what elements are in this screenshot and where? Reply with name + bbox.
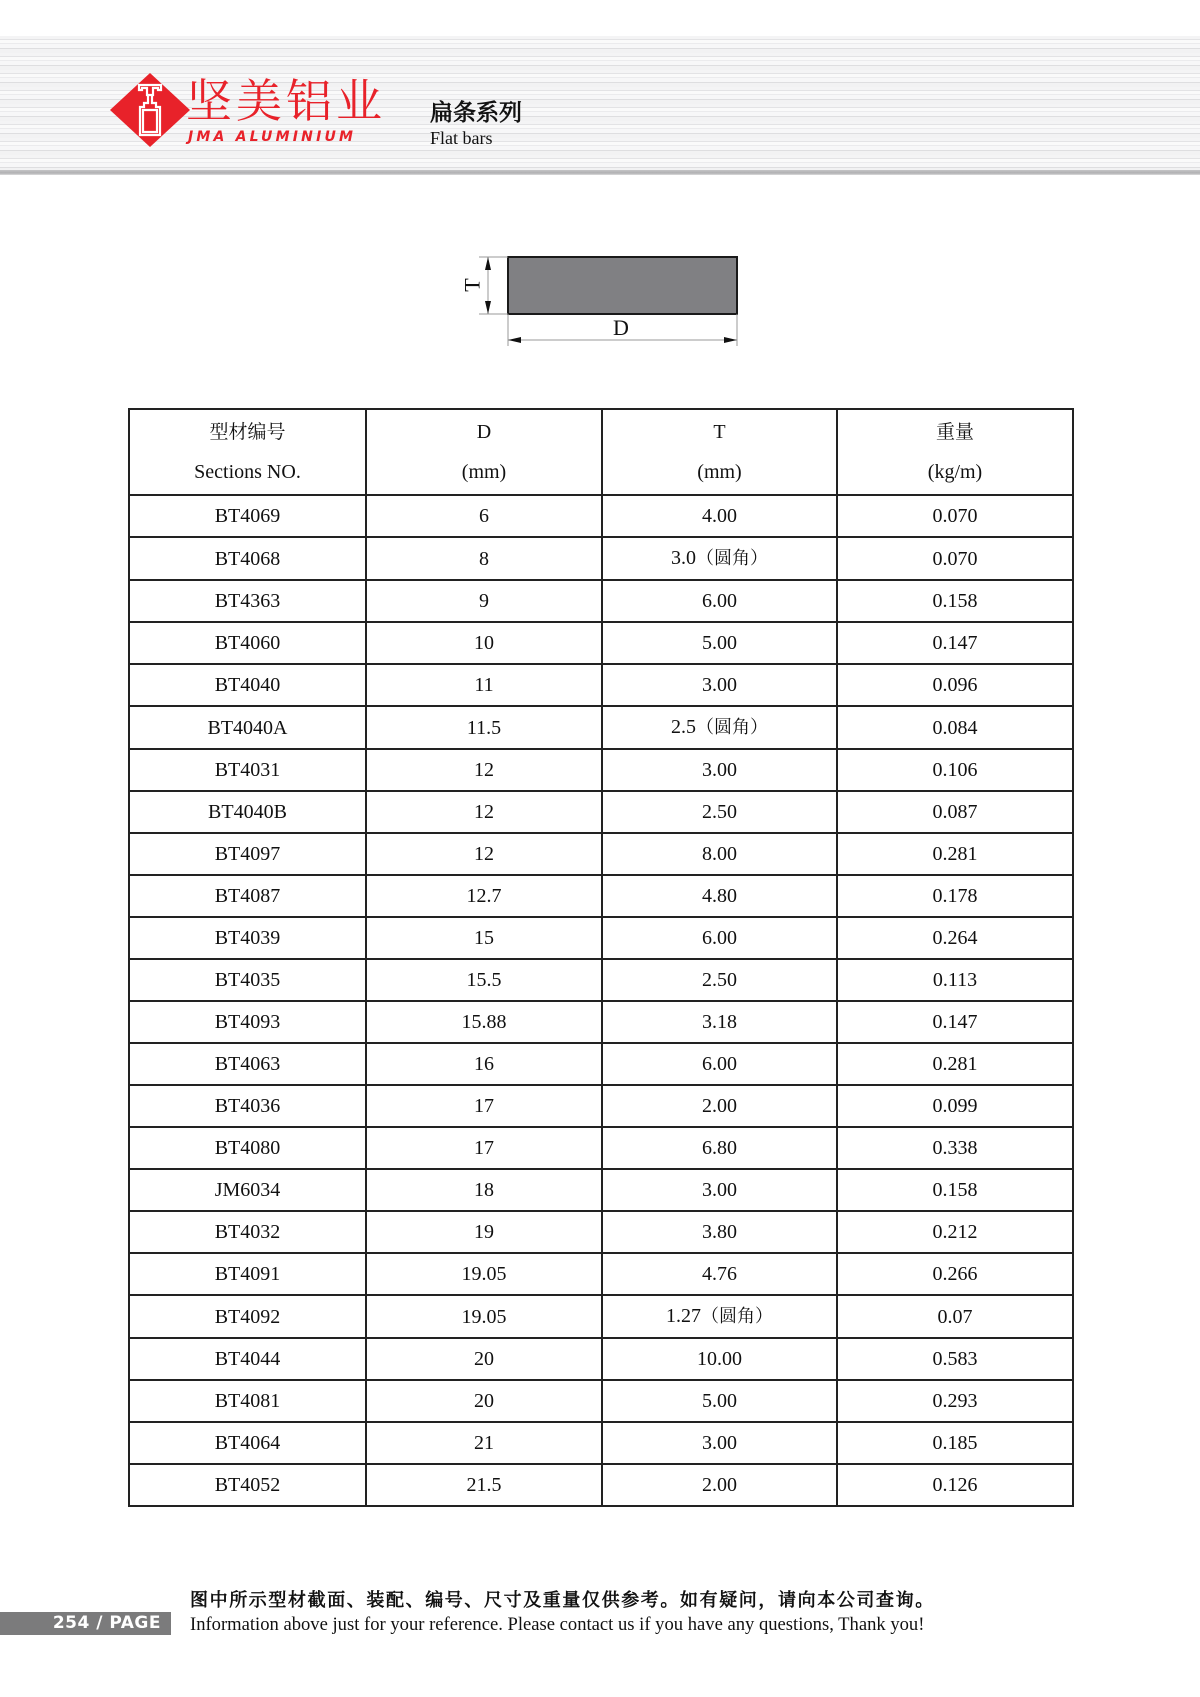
section-cell: BT4031 (129, 749, 366, 791)
section-cell: BT4052 (129, 1464, 366, 1506)
weight-cell: 0.158 (837, 580, 1073, 622)
t-cell: 1.27（圆角） (602, 1295, 837, 1338)
weight-cell: 0.106 (837, 749, 1073, 791)
section-cell: JM6034 (129, 1169, 366, 1211)
d-cell: 16 (366, 1043, 602, 1085)
table-header-row (129, 409, 1073, 495)
d-cell: 18 (366, 1169, 602, 1211)
weight-cell: 0.158 (837, 1169, 1073, 1211)
section-cell: BT4087 (129, 875, 366, 917)
weight-cell: 0.113 (837, 959, 1073, 1001)
table-row (129, 1001, 1073, 1043)
table-row (129, 1422, 1073, 1464)
weight-cell: 0.185 (837, 1422, 1073, 1464)
weight-cell: 0.147 (837, 1001, 1073, 1043)
t-cell: 3.00 (602, 1422, 837, 1464)
table-row (129, 1043, 1073, 1085)
d-cell: 8 (366, 537, 602, 580)
t-cell: 6.80 (602, 1127, 837, 1169)
section-cell: BT4097 (129, 833, 366, 875)
t-cell: 3.0（圆角） (602, 537, 837, 580)
t-cell: 3.00 (602, 1169, 837, 1211)
table-row (129, 495, 1073, 537)
t-cell: 4.00 (602, 495, 837, 537)
d-cell: 12 (366, 833, 602, 875)
table-row (129, 749, 1073, 791)
d-cell: 15 (366, 917, 602, 959)
d-cell: 11.5 (366, 706, 602, 749)
section-cell: BT4092 (129, 1295, 366, 1338)
t-cell: 4.80 (602, 875, 837, 917)
table-row (129, 1253, 1073, 1295)
table-row (129, 1211, 1073, 1253)
weight-cell: 0.084 (837, 706, 1073, 749)
d-cell: 20 (366, 1380, 602, 1422)
weight-cell: 0.212 (837, 1211, 1073, 1253)
flat-bar-section-diagram (455, 248, 755, 358)
table-row (129, 1295, 1073, 1338)
d-cell: 15.88 (366, 1001, 602, 1043)
table-row (129, 1338, 1073, 1380)
d-cell: 19.05 (366, 1295, 602, 1338)
section-cell: BT4036 (129, 1085, 366, 1127)
rounded-corner-note: （圆角） (696, 548, 768, 569)
dimension-label-d: D (613, 315, 629, 340)
weight-cell: 0.293 (837, 1380, 1073, 1422)
d-cell: 19 (366, 1211, 602, 1253)
section-cell: BT4060 (129, 622, 366, 664)
section-cell: BT4363 (129, 580, 366, 622)
section-cell: BT4064 (129, 1422, 366, 1464)
flat-bar-section (508, 257, 737, 314)
table-row (129, 537, 1073, 580)
t-cell: 6.00 (602, 917, 837, 959)
section-cell: BT4093 (129, 1001, 366, 1043)
section-cell: BT4035 (129, 959, 366, 1001)
section-cell: BT4080 (129, 1127, 366, 1169)
d-cell: 12 (366, 791, 602, 833)
header-weight-cn: 重量 (935, 421, 974, 443)
header-section-en: Sections NO. (194, 461, 301, 483)
t-cell: 2.00 (602, 1464, 837, 1506)
t-cell: 4.76 (602, 1253, 837, 1295)
d-cell: 11 (366, 664, 602, 706)
d-cell: 17 (366, 1127, 602, 1169)
t-cell: 3.00 (602, 664, 837, 706)
series-title-en: Flat bars (430, 128, 493, 148)
t-cell: 6.00 (602, 580, 837, 622)
section-cell: BT4063 (129, 1043, 366, 1085)
t-cell: 2.50 (602, 791, 837, 833)
header-d-unit: (mm) (461, 461, 507, 483)
header-t-unit: (mm) (697, 461, 742, 483)
weight-cell: 0.126 (837, 1464, 1073, 1506)
brand-name-en: JMA ALUMINIUM (188, 129, 357, 145)
section-cell: BT4039 (129, 917, 366, 959)
d-cell: 19.05 (366, 1253, 602, 1295)
header-t (602, 409, 837, 495)
section-cell: BT4040A (129, 706, 366, 749)
weight-cell: 0.266 (837, 1253, 1073, 1295)
header-d (366, 409, 602, 495)
weight-cell: 0.178 (837, 875, 1073, 917)
table-row (129, 833, 1073, 875)
table-row (129, 664, 1073, 706)
d-cell: 17 (366, 1085, 602, 1127)
section-cell: BT4068 (129, 537, 366, 580)
weight-cell: 0.338 (837, 1127, 1073, 1169)
d-cell: 12 (366, 749, 602, 791)
section-cell: BT4032 (129, 1211, 366, 1253)
section-cell: BT4069 (129, 495, 366, 537)
rounded-corner-note: （圆角） (696, 717, 768, 738)
t-cell: 6.00 (602, 1043, 837, 1085)
weight-cell: 0.087 (837, 791, 1073, 833)
d-cell: 12.7 (366, 875, 602, 917)
table-row (129, 1380, 1073, 1422)
table-row (129, 706, 1073, 749)
d-cell: 21.5 (366, 1464, 602, 1506)
d-arrow-right-icon (724, 337, 737, 343)
header-section-cn: 型材编号 (209, 421, 286, 443)
brand-name-cn: 坚美铝业 (186, 74, 386, 128)
weight-cell: 0.281 (837, 1043, 1073, 1085)
header-band-edge (0, 170, 1200, 175)
weight-cell: 0.099 (837, 1085, 1073, 1127)
rounded-corner-note: （圆角） (701, 1306, 773, 1327)
t-arrow-down-icon (485, 301, 491, 314)
d-cell: 9 (366, 580, 602, 622)
weight-cell: 0.147 (837, 622, 1073, 664)
table-row (129, 791, 1073, 833)
t-cell: 2.5（圆角） (602, 706, 837, 749)
flat-bar-spec-table (128, 408, 1074, 1507)
table-row (129, 1169, 1073, 1211)
table-row (129, 1464, 1073, 1506)
header-section-no (129, 409, 366, 495)
t-cell: 10.00 (602, 1338, 837, 1380)
t-cell: 5.00 (602, 622, 837, 664)
table-row (129, 959, 1073, 1001)
section-cell: BT4044 (129, 1338, 366, 1380)
d-cell: 20 (366, 1338, 602, 1380)
disclaimer-cn: 图中所示型材截面、装配、编号、尺寸及重量仅供参考。如有疑问，请向本公司查询。 (190, 1590, 935, 1611)
weight-cell: 0.583 (837, 1338, 1073, 1380)
t-cell: 2.00 (602, 1085, 837, 1127)
jma-diamond-logo-icon (110, 73, 190, 147)
section-cell: BT4081 (129, 1380, 366, 1422)
weight-cell: 0.281 (837, 833, 1073, 875)
section-cell: BT4040B (129, 791, 366, 833)
d-arrow-left-icon (508, 337, 521, 343)
header-t-label: T (713, 421, 726, 443)
weight-cell: 0.07 (837, 1295, 1073, 1338)
weight-cell: 0.096 (837, 664, 1073, 706)
header-weight (837, 409, 1073, 495)
table-row (129, 1085, 1073, 1127)
page-number-badge: 254 / PAGE (0, 1612, 171, 1635)
t-cell: 2.50 (602, 959, 837, 1001)
header-d-label: D (476, 421, 492, 443)
weight-cell: 0.264 (837, 917, 1073, 959)
d-cell: 15.5 (366, 959, 602, 1001)
t-cell: 3.80 (602, 1211, 837, 1253)
t-cell: 3.00 (602, 749, 837, 791)
table-row (129, 875, 1073, 917)
series-title-cn: 扁条系列 (430, 100, 522, 126)
d-cell: 6 (366, 495, 602, 537)
t-cell: 8.00 (602, 833, 837, 875)
table-row (129, 580, 1073, 622)
table-row (129, 1127, 1073, 1169)
table-row (129, 917, 1073, 959)
weight-cell: 0.070 (837, 537, 1073, 580)
d-cell: 21 (366, 1422, 602, 1464)
dimension-label-t: T (459, 278, 485, 292)
t-cell: 3.18 (602, 1001, 837, 1043)
weight-cell: 0.070 (837, 495, 1073, 537)
header-weight-unit: (kg/m) (927, 461, 983, 483)
t-arrow-up-icon (485, 257, 491, 270)
section-cell: BT4091 (129, 1253, 366, 1295)
table-row (129, 622, 1073, 664)
disclaimer-en: Information above just for your reference. Please contact us if you have any questions, Thank you! (190, 1614, 925, 1635)
d-cell: 10 (366, 622, 602, 664)
table-body (129, 495, 1073, 1506)
section-cell: BT4040 (129, 664, 366, 706)
t-cell: 5.00 (602, 1380, 837, 1422)
